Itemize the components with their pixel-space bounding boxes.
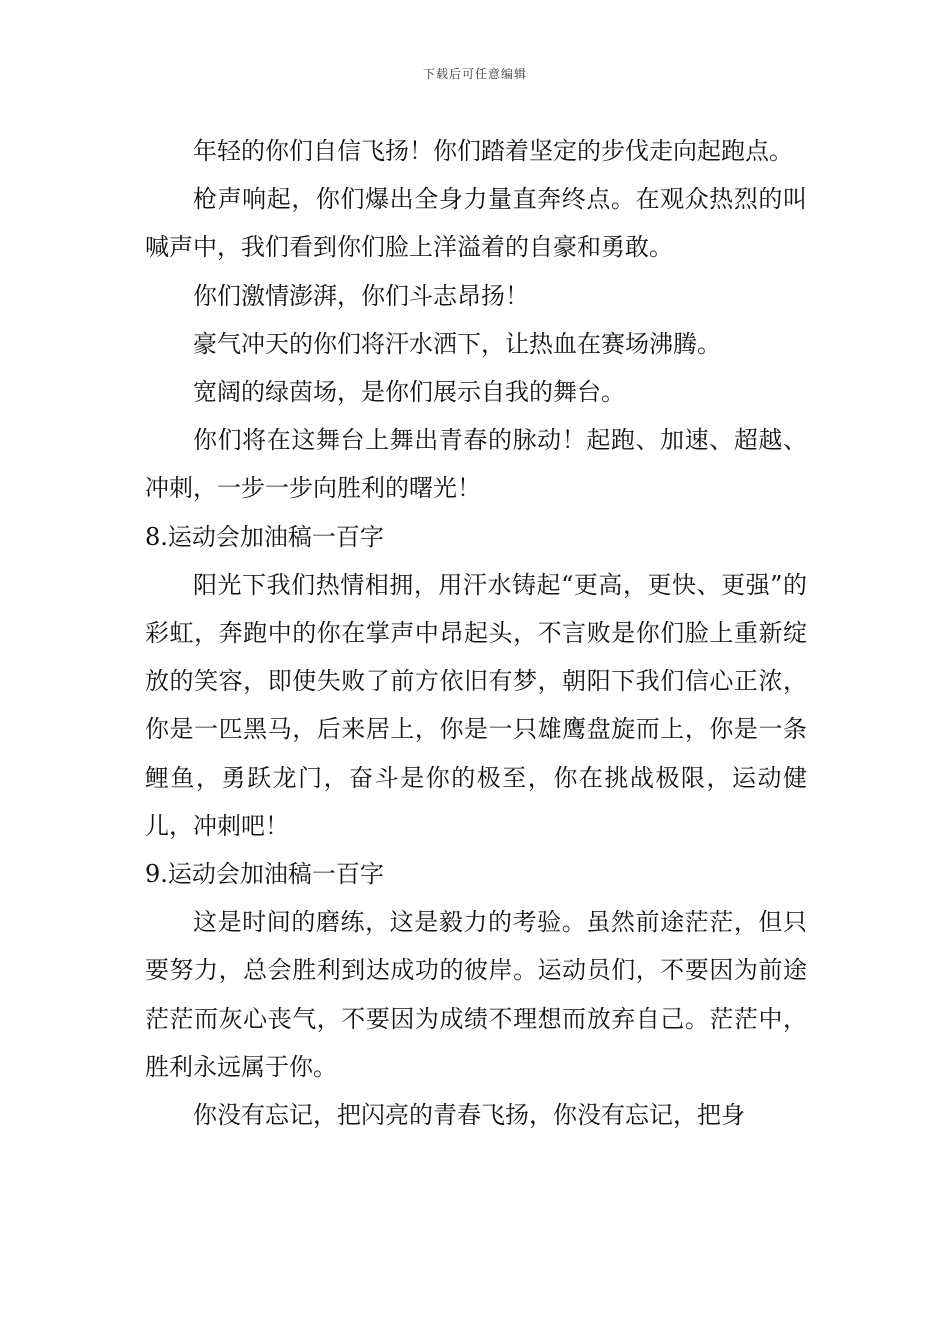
paragraph: 你们激情澎湃，你们斗志昂扬！ <box>193 281 529 310</box>
paragraph: 豪气冲天的你们将汗水洒下，让热血在赛场沸腾。 <box>193 329 721 358</box>
section-heading: 8.运动会加油稿一百字 <box>145 522 384 551</box>
paragraph: 阳光下我们热情相拥，用汗水铸起“更高，更快、更强”的彩虹，奔跑中的你在掌声中昂起头，不言败是你们脸上重新绽放的笑容，即使失败了前方依旧有梦，朝阳下我们信心正浓，你是一匹黑马，后来居上，你是一只雄鹰盘旋而上，你是一条鲤鱼，勇跃龙门，奋斗是你的极至，你在挑战极限，运动健儿，冲刺吧！ <box>145 570 807 840</box>
paragraph: 年轻的你们自信飞扬！你们踏着坚定的步伐走向起跑点。 <box>193 137 793 165</box>
paragraph: 宽阔的绿茵场，是你们展示自我的舞台。 <box>193 378 625 407</box>
page-header: 下载后可任意编辑 <box>422 67 527 81</box>
paragraph: 你没有忘记，把闪亮的青春飞扬，你没有忘记，把身 <box>193 1101 745 1130</box>
document-body <box>145 127 807 1139</box>
section-heading: 9.运动会加油稿一百字 <box>145 860 384 889</box>
paragraph: 枪声响起，你们爆出全身力量直奔终点。在观众热烈的叫喊声中，我们看到你们脸上洋溢着的自豪和勇敢。 <box>145 185 807 262</box>
paragraph: 你们将在这舞台上舞出青春的脉动！起跑、加速、超越、冲刺，一步一步向胜利的曙光！ <box>145 426 807 503</box>
paragraph: 这是时间的磨练，这是毅力的考验。虽然前途茫茫，但只要努力，总会胜利到达成功的彼岸。运动员们，不要因为前途茫茫而灰心丧气，不要因为成绩不理想而放弃自己。茫茫中，胜利永远属于你。 <box>145 908 807 1081</box>
